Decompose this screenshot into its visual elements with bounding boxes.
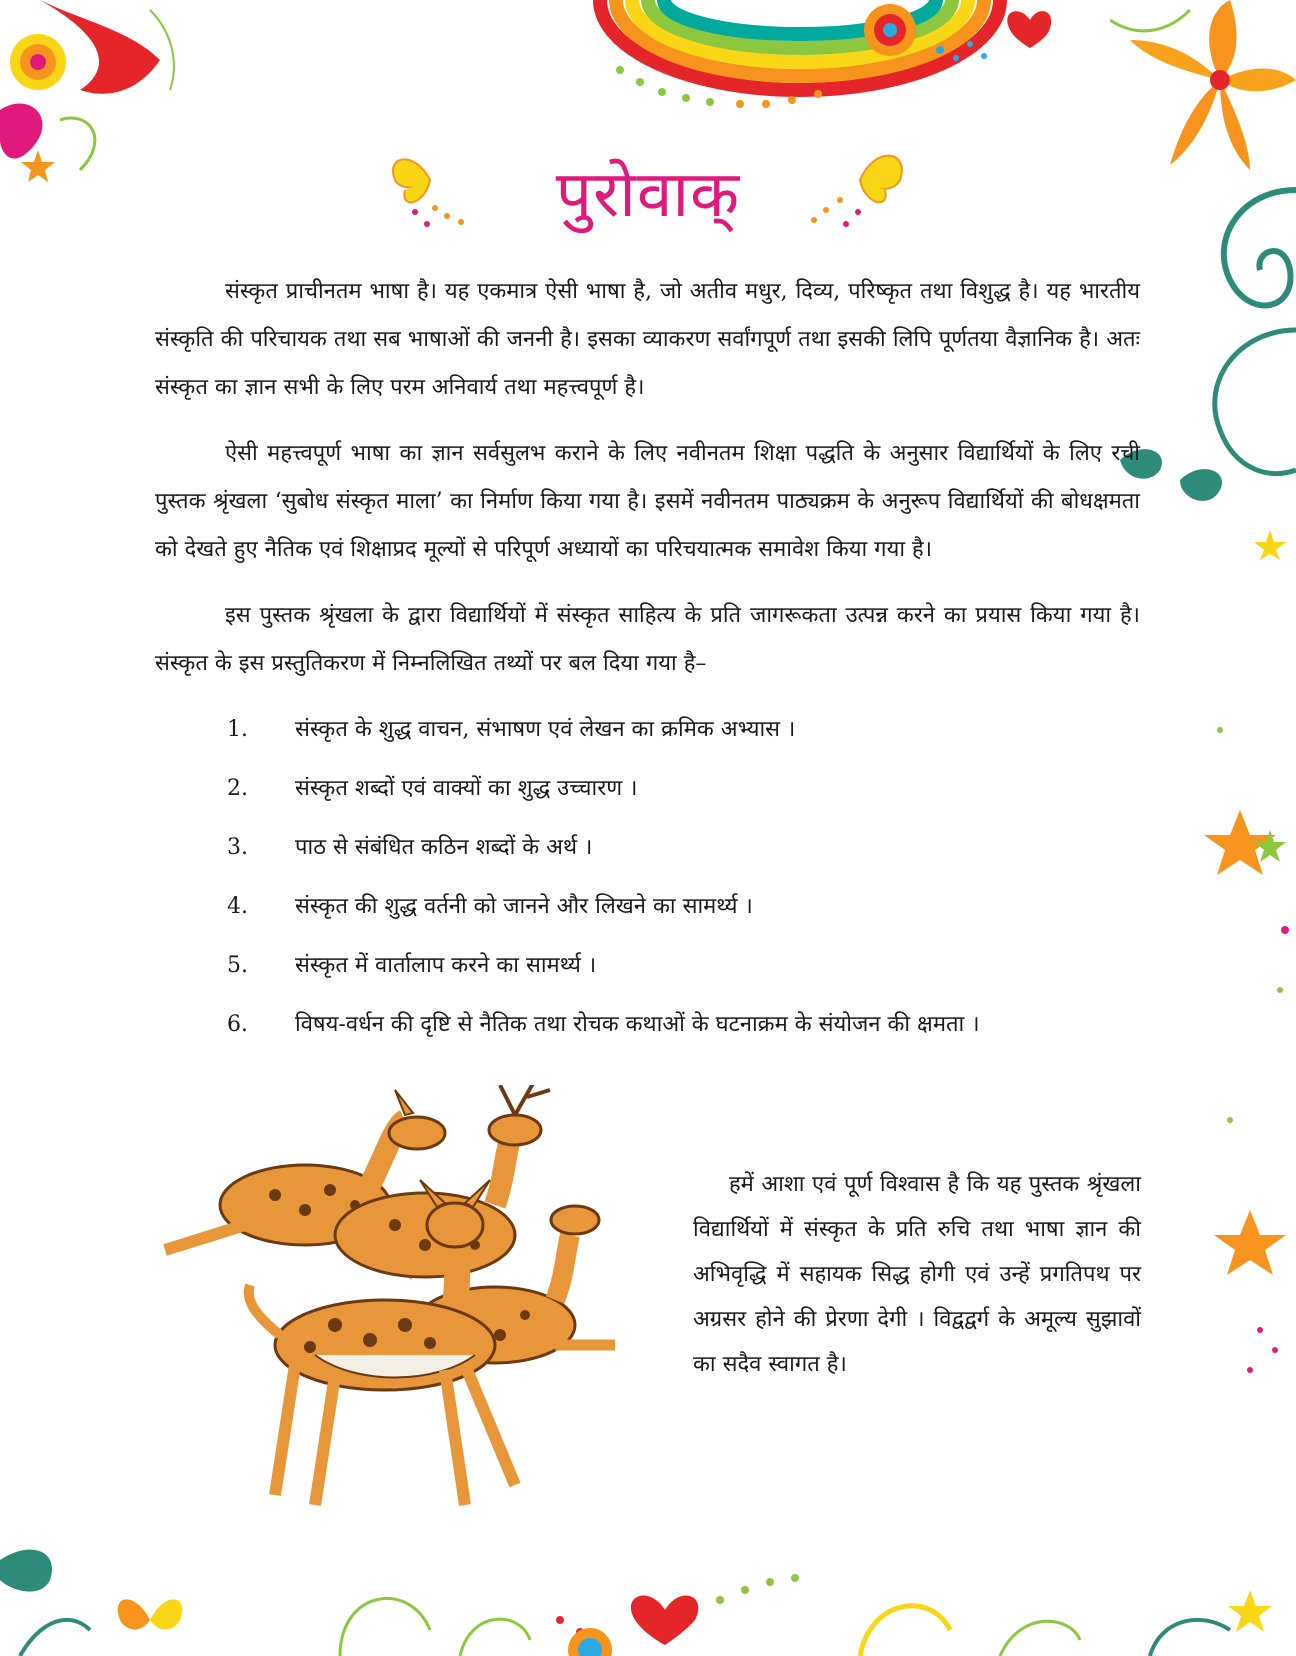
list-text: संस्कृत में वार्तालाप करने का सामर्थ्य । bbox=[295, 953, 597, 978]
list-number: 6. bbox=[227, 1012, 248, 1037]
points-list bbox=[155, 706, 1140, 1049]
paragraph: इस पुस्तक श्रृंखला के द्वारा विद्यार्थियों में संस्कृत साहित्य के प्रति जागरूकता उत्पन्न करने का प्रयास किया गया है। संस्कृत के इस प्रस्तुतिकरण में निम्नलिखित तथ्यों पर बल दिया गया है– bbox=[155, 603, 1140, 676]
list-item bbox=[155, 1001, 1140, 1049]
list-item bbox=[155, 942, 1140, 990]
top-rainbow-decoration bbox=[560, 0, 1080, 110]
deer-illustration bbox=[155, 1085, 635, 1515]
list-text: विषय-वर्धन की दृष्टि से नैतिक तथा रोचक कथाओं के घटनाक्रम के संयोजन की क्षमता । bbox=[295, 1012, 980, 1037]
right-swirl-decoration bbox=[1120, 180, 1296, 560]
list-text: संस्कृत की शुद्ध वर्तनी को जानने और लिखने का सामर्थ्य । bbox=[295, 894, 753, 919]
page-title: पुरोवाक् bbox=[555, 158, 741, 232]
closing-paragraph bbox=[693, 1162, 1141, 1387]
list-item bbox=[155, 824, 1140, 872]
preface-body bbox=[155, 268, 1140, 1060]
right-stars-decoration bbox=[1200, 690, 1296, 1470]
bottom-decoration bbox=[0, 1520, 1296, 1656]
list-item bbox=[155, 765, 1140, 813]
paragraph: संस्कृत प्राचीनतम भाषा है। यह एकमात्र ऐसी भाषा है, जो अतीव मधुर, दिव्य, परिष्कृत तथा विशुद्ध है। यह भारतीय संस्कृति की परिचायक तथा सब भाषाओं की जननी है। इसका व्याकरण सर्वांगपूर्ण तथा इसकी लिपि पूर्णतया वैज्ञानिक है। अतः संस्कृत का ज्ञान सभी के लिए परम अनिवार्य तथा महत्त्वपूर्ण है। bbox=[155, 279, 1140, 400]
list-number: 1. bbox=[227, 717, 248, 742]
list-number: 3. bbox=[227, 835, 248, 860]
list-number: 5. bbox=[227, 953, 248, 978]
list-item bbox=[155, 706, 1140, 754]
paragraph: ऐसी महत्त्वपूर्ण भाषा का ज्ञान सर्वसुलभ कराने के लिए नवीनतम शिक्षा पद्धति के अनुसार विद्यार्थियों के लिए रची पुस्तक श्रृंखला ‘सुबोध संस्कृत माला’ का निर्माण किया गया है। इसमें नवीनतम पाठ्यक्रम के अनुरूप विद्यार्थियों की बोधक्षमता को देखते हुए नैतिक एवं शिक्षाप्रद मूल्यों से परिपूर्ण अध्यायों का परिचयात्मक समावेश किया गया है। bbox=[155, 441, 1140, 562]
list-number: 4. bbox=[227, 894, 248, 919]
list-number: 2. bbox=[227, 776, 248, 801]
closing-text: हमें आशा एवं पूर्ण विश्वास है कि यह पुस्तक श्रृंखला विद्यार्थियों में संस्कृत के प्रति रुचि तथा भाषा ज्ञान की अभिवृद्धि में सहायक सिद्ध होगी एवं उन्हें प्रगतिपथ पर अग्रसर होने की प्रेरणा देगी । विद्वद्वर्ग के अमूल्य सुझावों का सदैव स्वागत है। bbox=[693, 1172, 1141, 1377]
list-item bbox=[155, 883, 1140, 931]
list-text: संस्कृत के शुद्ध वाचन, संभाषण एवं लेखन का क्रमिक अभ्यास । bbox=[295, 717, 796, 742]
list-text: संस्कृत शब्दों एवं वाक्यों का शुद्ध उच्चारण । bbox=[295, 776, 638, 801]
list-text: पाठ से संबंधित कठिन शब्दों के अर्थ । bbox=[295, 835, 593, 860]
